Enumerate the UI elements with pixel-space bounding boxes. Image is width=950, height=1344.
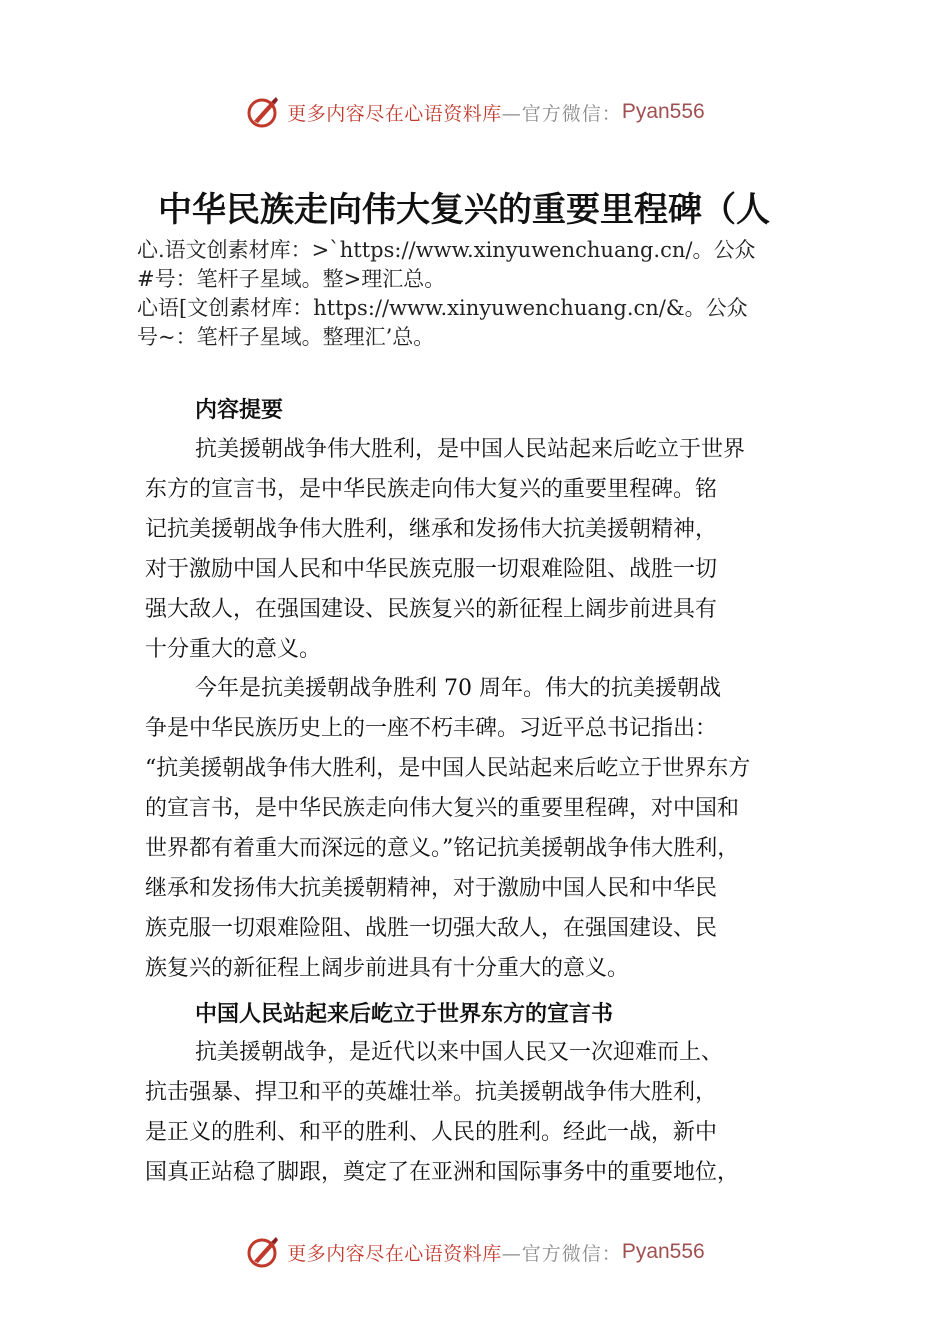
text-line: 世界都有着重大而深远的意义。”铭记抗美援朝战争伟大胜利，: [145, 836, 740, 861]
text-line: 对于激励中国人民和中华民族克服一切艰难险阻、战胜一切: [145, 557, 718, 582]
text-line: 抗击强暴、捍卫和平的英雄壮举。抗美援朝战争伟大胜利，: [145, 1080, 718, 1105]
footer-banner: [0, 1232, 950, 1272]
text-line: 族克服一切艰难险阻、战胜一切强大敌人，在强国建设、民: [145, 916, 718, 941]
source-line: 心.语文创素材库：>`https://www.xinyuwenchuang.cn/。公众: [137, 238, 756, 262]
text-line: 国真正站稳了脚跟，奠定了在亚洲和国际事务中的重要地位，: [145, 1160, 740, 1185]
text-line: 今年是抗美援朝战争胜利 70 周年。伟大的抗美援朝战: [195, 676, 721, 701]
document-title: 中华民族走向伟大复兴的重要里程碑（人: [158, 190, 770, 230]
text-line: 抗美援朝战争伟大胜利，是中国人民站起来后屹立于世界: [195, 437, 746, 462]
header-banner: [0, 92, 950, 132]
text-line: “抗美援朝战争伟大胜利，是中国人民站起来后屹立于世界东方: [145, 756, 751, 781]
text-line: 记抗美援朝战争伟大胜利，继承和发扬伟大抗美援朝精神，: [145, 517, 718, 542]
source-line: 心语[文创素材库：https://www.xinyuwenchuang.cn/&。公众: [137, 296, 748, 320]
brush-logo-icon: [245, 94, 281, 130]
banner-red-text: 更多内容尽在心语资料库: [287, 102, 502, 125]
banner-red-text: 更多内容尽在心语资料库: [287, 1242, 502, 1265]
text-line: 族复兴的新征程上阔步前进具有十分重大的意义。: [145, 956, 630, 981]
text-line: 的宣言书，是中华民族走向伟大复兴的重要里程碑，对中国和: [145, 796, 740, 821]
text-line: 争是中华民族历史上的一座不朽丰碑。习近平总书记指出：: [145, 716, 718, 741]
text-line: 继承和发扬伟大抗美援朝精神，对于激励中国人民和中华民: [145, 876, 718, 901]
text-line: 抗美援朝战争，是近代以来中国人民又一次迎难而上、: [195, 1040, 724, 1065]
text-line: 东方的宣言书，是中华民族走向伟大复兴的重要里程碑。铭: [145, 477, 718, 502]
banner-wechat-id: Pyan556: [621, 1240, 705, 1263]
banner-gray-text: —官方微信：: [501, 102, 622, 125]
source-line: 号~：笔杆子星域。整理汇’总。: [137, 325, 435, 349]
banner-wechat-id: Pyan556: [621, 100, 705, 123]
brush-logo-icon: [245, 1234, 281, 1270]
source-line: #号：笔杆子星域。整>理汇总。: [137, 267, 446, 291]
text-line: 强大敌人，在强国建设、民族复兴的新征程上阔步前进具有: [145, 597, 718, 622]
text-line: 十分重大的意义。: [145, 637, 322, 662]
section-heading: 内容提要: [195, 398, 284, 423]
banner-gray-text: —官方微信：: [501, 1242, 622, 1265]
section-heading: 中国人民站起来后屹立于世界东方的宣言书: [195, 1002, 614, 1027]
text-line: 是正义的胜利、和平的胜利、人民的胜利。经此一战，新中: [145, 1120, 718, 1145]
